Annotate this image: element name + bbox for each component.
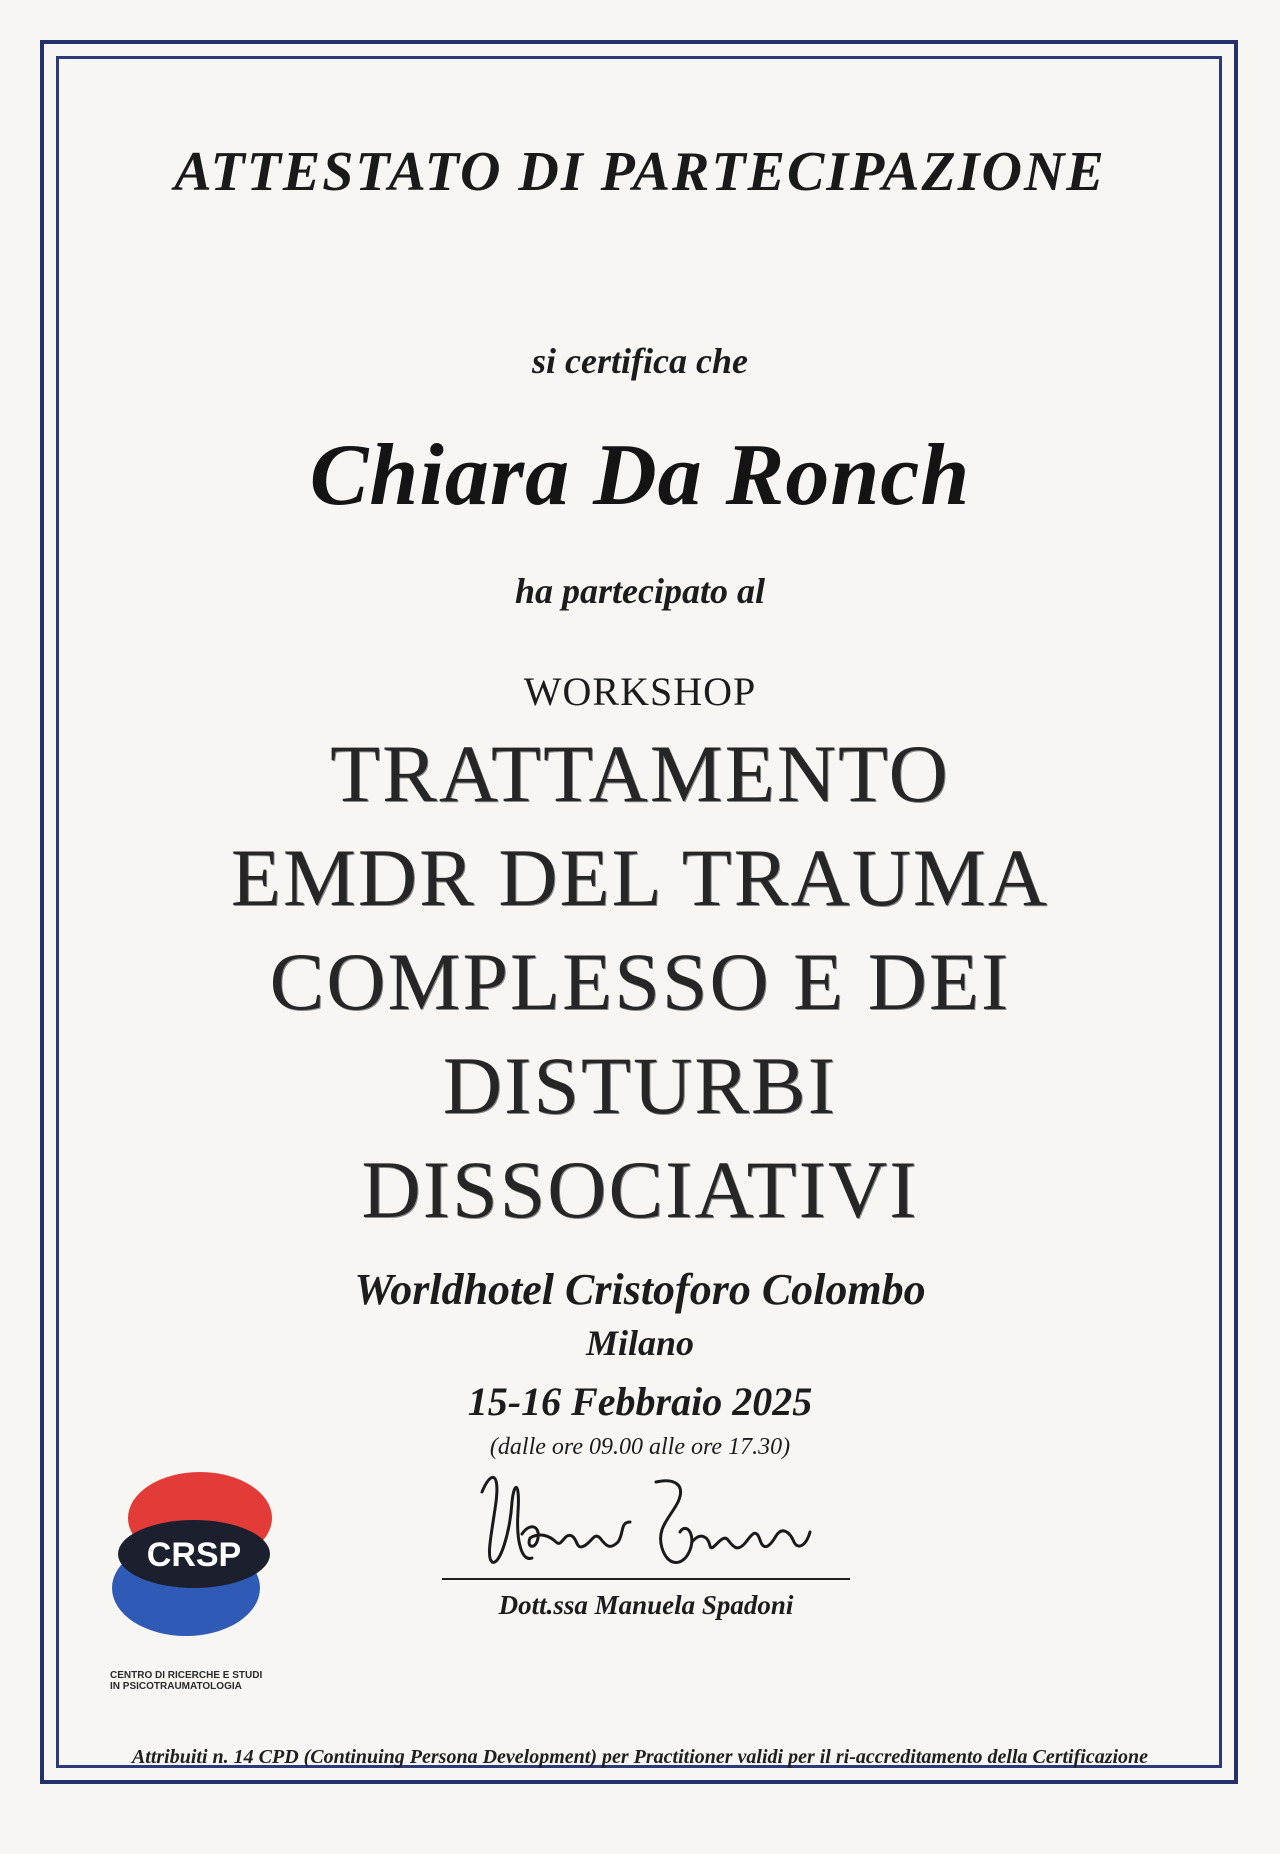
venue: Worldhotel Cristoforo Colombo [354,1265,926,1314]
course-title-line: DISSOCIATIVI [361,1144,919,1235]
participated-text: ha partecipato al [515,571,765,611]
footer-note: Attribuiti n. 14 CPD (Continuing Persona Development) per Practitioner validi per il ri-accreditamento della Certificazione [131,1746,1149,1768]
crsp-logo [104,1460,284,1650]
logo-caption-line: IN PSICOTRAUMATOLOGIA [110,1681,242,1692]
course-title-line: DISTURBI [442,1040,838,1131]
logo-caption [110,1670,310,1692]
event-hours: (dalle ore 09.00 alle ore 17.30) [489,1434,791,1460]
signature-line [442,1578,850,1580]
city: Milano [585,1323,695,1363]
signer-name: Dott.ssa Manuela Spadoni [498,1590,794,1620]
handwritten-signature [460,1462,840,1582]
certifies-text: si certifica che [532,341,748,381]
course-title-line: TRATTAMENTO [330,728,950,819]
certificate-heading: ATTESTATO DI PARTECIPAZIONE [174,141,1106,203]
event-dates: 15-16 Febbraio 2025 [467,1379,813,1424]
logo-text: CRSP [146,1536,242,1574]
course-title-line: EMDR DEL TRAUMA [230,832,1050,923]
logo-caption-line: CENTRO DI RICERCHE E STUDI [110,1670,263,1681]
course-title [0,722,1280,1242]
course-title-line: COMPLESSO E DEI [269,936,1011,1027]
event-type: WORKSHOP [523,669,757,714]
participant-name: Chiara Da Ronch [309,427,971,524]
